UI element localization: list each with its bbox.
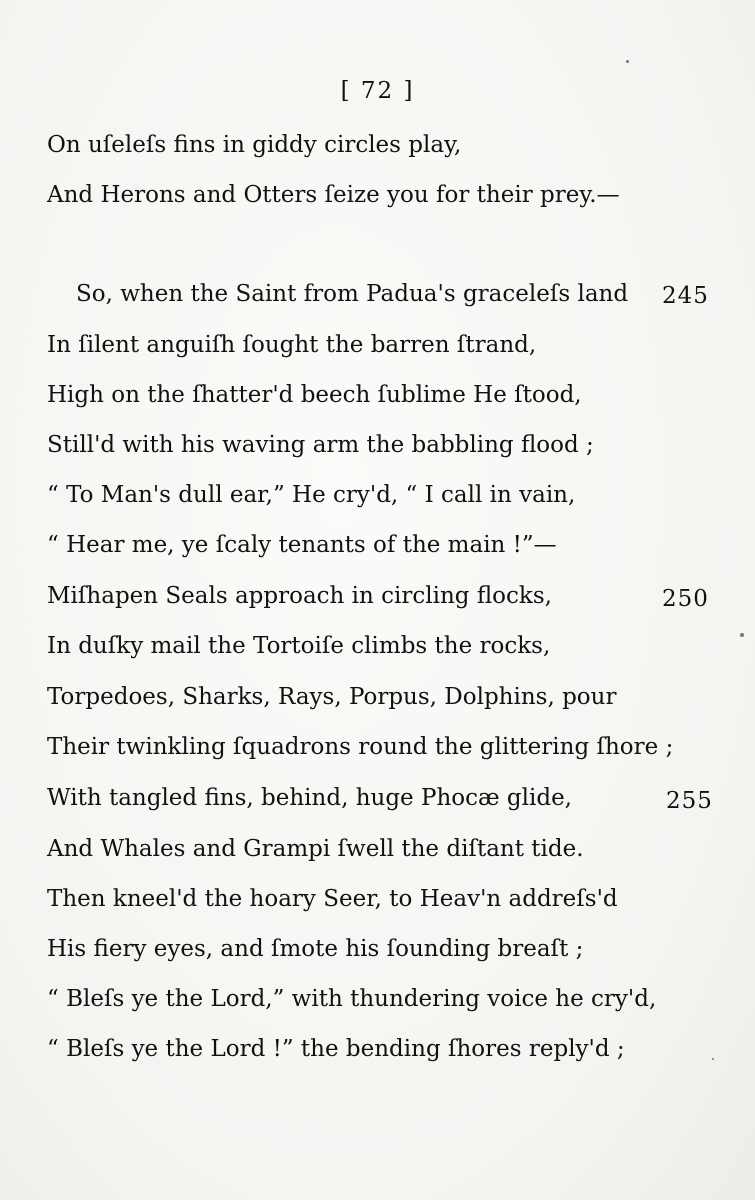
poem-line: Miſhapen Seals approach in circling flocks, [47, 583, 552, 609]
poem-line: In ſilent anguiſh ſought the barren ſtrand, [47, 332, 537, 358]
line-number: 245 [662, 283, 709, 309]
poem-line: High on the ſhatter'd beech ſublime He ſtood, [47, 382, 582, 408]
line-number: 250 [662, 586, 709, 612]
paper-speck [740, 633, 744, 637]
poem-line: His fiery eyes, and ſmote his ſounding breaſt ; [47, 936, 584, 962]
paper-speck [712, 1058, 714, 1060]
poem-line: Torpedoes, Sharks, Rays, Porpus, Dolphins, pour [47, 684, 617, 710]
poem-line: Then kneel'd the hoary Seer, to Heav'n addreſs'd [47, 886, 618, 912]
poem-line: Still'd with his waving arm the babbling flood ; [47, 432, 594, 458]
poem-line: So, when the Saint from Padua's graceleſs land [76, 281, 629, 307]
poem-line: And Whales and Grampi ſwell the diſtant tide. [47, 836, 584, 862]
poem-line: “ Bleſs ye the Lord !” the bending ſhores reply'd ; [47, 1036, 625, 1062]
poem-line: “ Hear me, ye ſcaly tenants of the main !”— [47, 532, 557, 558]
paper-speck [626, 60, 629, 63]
poem-line: “ Bleſs ye the Lord,” with thundering voice he cry'd, [47, 986, 657, 1012]
poem-line: In duſky mail the Tortoiſe climbs the rocks, [47, 633, 551, 659]
poem-line: “ To Man's dull ear,” He cry'd, “ I call in vain, [47, 482, 576, 508]
poem-line: Their twinkling ſquadrons round the glittering ſhore ; [47, 734, 674, 760]
poem-line: On uſeleſs fins in giddy circles play, [47, 132, 462, 158]
line-number: 255 [666, 788, 713, 814]
poem-line: With tangled fins, behind, huge Phocæ glide, [47, 785, 572, 811]
page-number: [ 72 ] [340, 78, 415, 104]
poem-line: And Herons and Otters ſeize you for their prey.— [47, 182, 620, 208]
